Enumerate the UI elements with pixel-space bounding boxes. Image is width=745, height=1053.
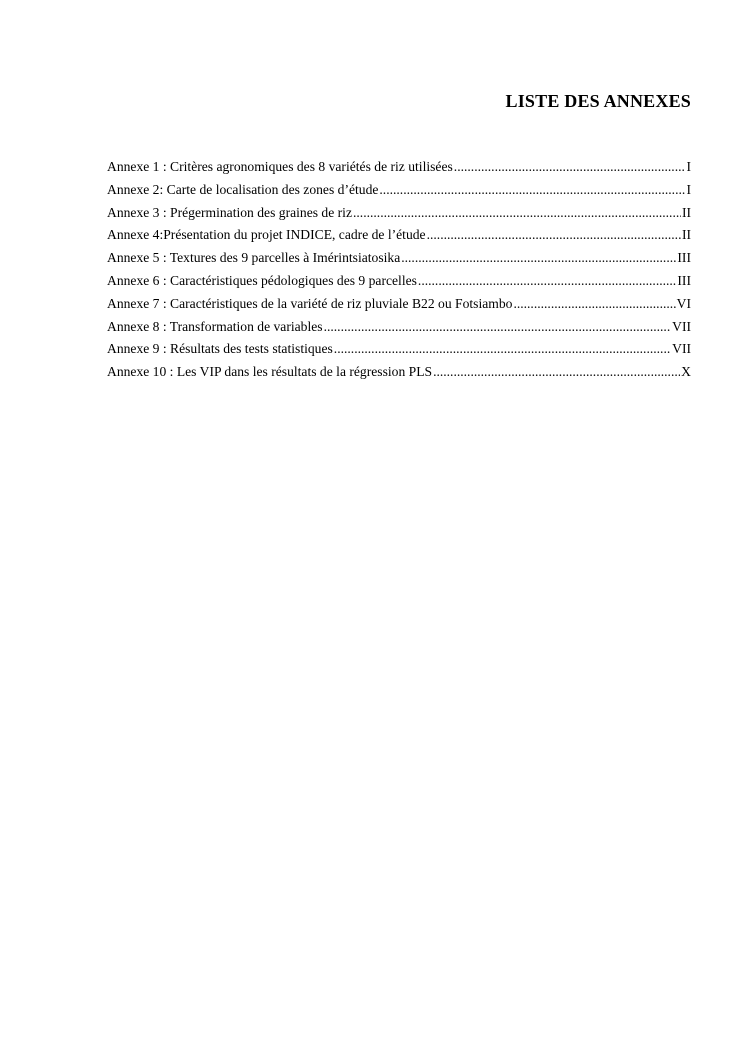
toc-entry-page: X xyxy=(681,364,691,380)
toc-dot-leader xyxy=(418,270,676,293)
toc-entry-label: Annexe 2: Carte de localisation des zones d’étude xyxy=(107,181,379,197)
toc-entry-page: I xyxy=(686,159,691,174)
toc-entry-label: Annexe 4:Présentation du projet INDICE, cadre de l’étude xyxy=(107,227,426,243)
toc-entry xyxy=(107,270,691,293)
toc-dot-leader xyxy=(427,224,681,247)
toc-entry-page: III xyxy=(677,272,691,288)
toc-dot-leader xyxy=(433,361,680,384)
toc-entry-label: Annexe 6 : Caractéristiques pédologiques des 9 parcelles xyxy=(107,272,417,288)
toc-dot-leader xyxy=(324,316,672,339)
toc-entry xyxy=(107,293,691,316)
toc-dot-leader xyxy=(454,156,686,179)
page-title: LISTE DES ANNEXES xyxy=(505,91,691,111)
toc-entry xyxy=(107,361,691,384)
toc-entry xyxy=(107,338,691,361)
toc-entry-page: I xyxy=(686,181,691,197)
toc-entry xyxy=(107,179,691,202)
toc-dot-leader xyxy=(379,179,685,202)
toc-entry-label: Annexe 8 : Transformation de variables xyxy=(107,318,323,334)
toc-entry xyxy=(107,156,691,179)
toc-entry xyxy=(107,202,691,225)
toc-dot-leader xyxy=(334,338,671,361)
toc-entry-page: VI xyxy=(676,295,691,311)
toc-entry xyxy=(107,247,691,270)
toc-entry-page: VII xyxy=(672,341,691,357)
toc-entry-page: II xyxy=(681,227,691,243)
toc-entry-label: Annexe 3 : Prégermination des graines de riz xyxy=(107,204,352,220)
toc-entry-label: Annexe 10 : Les VIP dans les résultats de la régression PLS xyxy=(107,364,433,380)
toc-dot-leader xyxy=(513,293,675,316)
toc-dot-leader xyxy=(353,202,681,225)
toc-dot-leader xyxy=(401,247,676,270)
toc-entry-page: II xyxy=(681,204,691,220)
toc-entry-page: VII xyxy=(672,318,691,334)
toc-entry-label: Annexe 5 : Textures des 9 parcelles à Imérintsiatosika xyxy=(107,250,401,266)
toc-entry-label: Annexe 1 : Critères agronomiques des 8 variétés de riz utilisées xyxy=(107,159,453,174)
annex-list xyxy=(107,156,691,384)
toc-entry xyxy=(107,224,691,247)
toc-entry-page: III xyxy=(677,250,691,266)
toc-entry-label: Annexe 7 : Caractéristiques de la variété de riz pluviale B22 ou Fotsiambo xyxy=(107,295,513,311)
toc-entry-label: Annexe 9 : Résultats des tests statistiques xyxy=(107,341,333,357)
toc-entry xyxy=(107,316,691,339)
